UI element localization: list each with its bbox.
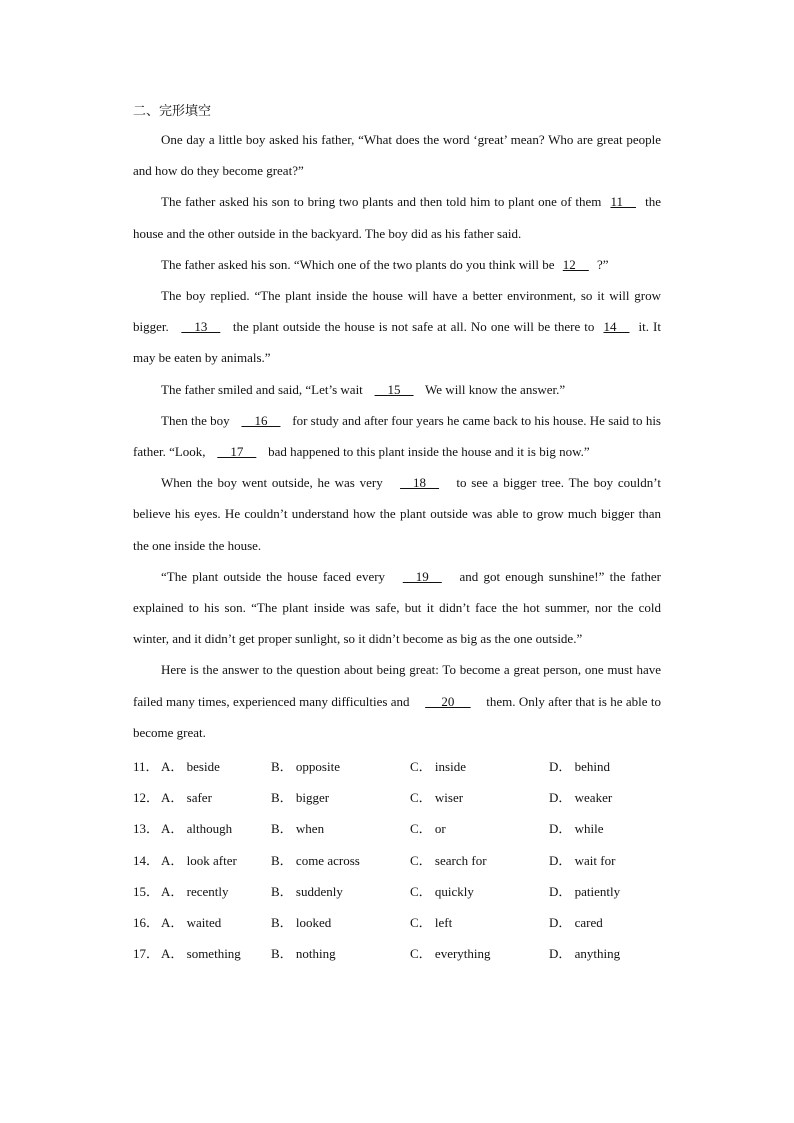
- paragraph-text: The father asked his son to bring two plants and then told him to plant one of them: [161, 194, 606, 210]
- paragraph-text: When the boy went outside, he was very: [161, 475, 388, 491]
- blank-11: 11: [610, 194, 637, 210]
- blank-12: 12: [562, 256, 589, 272]
- blank-19: 19: [402, 568, 442, 584]
- blank-15: 15: [374, 381, 414, 397]
- paragraph-8: [133, 561, 661, 655]
- option-c: C． everything: [410, 946, 491, 962]
- option-b: B． when: [271, 821, 325, 837]
- option-b: B． nothing: [271, 946, 336, 962]
- paragraph-9: [133, 654, 661, 748]
- option-d: D． cared: [549, 915, 603, 930]
- paragraph-1: One day a little boy asked his father, “What does the word ‘great’ mean? Who are great people and how do they become great?”: [133, 132, 661, 179]
- paragraph-text: “The plant outside the house faced every: [161, 568, 391, 584]
- paragraph-text: bad happened to this plant inside the house and it is big now.”: [264, 444, 590, 460]
- paragraph-text: the plant outside the house is not safe at all. No one will be there to: [228, 319, 599, 335]
- paragraph-text: Then the boy: [161, 412, 233, 428]
- paragraph-7: [133, 467, 661, 561]
- paragraph-text: it. It may be eaten by animals.”: [133, 319, 661, 366]
- blank-20: 20: [425, 693, 471, 709]
- question-row-17: [133, 938, 661, 969]
- option-b: B． bigger: [271, 790, 330, 806]
- option-c: C． or: [410, 821, 446, 837]
- option-d: D． weaker: [549, 790, 613, 806]
- option-d: D． wait for: [549, 852, 616, 868]
- cloze-section: [133, 100, 661, 969]
- paragraph-text: to see a bigger tree. The boy couldn’t believe his eyes. He couldn’t understand how the plant outside was able to grow much bigger than the one inside the house.: [133, 475, 661, 553]
- option-a: A． safer: [161, 790, 212, 806]
- option-c: C． quickly: [410, 883, 474, 899]
- question-row-14: [133, 845, 661, 876]
- paragraph-text: The father smiled and said, “Let’s wait: [161, 381, 367, 397]
- paragraph-text: for study and after four years he came back to his house. He said to his father. “Look,: [133, 412, 661, 460]
- paragraph-text: and got enough sunshine!” the father explained to his son. “The plant inside was safe, but it didn’t face the hot summer, nor the cold winter, and it didn’t get proper sunlight, so it didn’t become as big as the one outside.”: [133, 568, 661, 647]
- question-number: 15．: [133, 883, 160, 899]
- paragraph-text: The father asked his son. “Which one of the two plants do you think will be: [161, 256, 558, 272]
- paragraph-6: [133, 405, 661, 467]
- paragraph-text: the house and the other outside in the backyard. The boy did as his father said.: [133, 194, 661, 241]
- paragraph-text: them. Only after that is he able to become great.: [133, 693, 661, 740]
- paragraph-text: ?”: [593, 256, 609, 272]
- option-a: A． although: [161, 821, 233, 837]
- answer-options: [133, 751, 661, 969]
- question-number: 14．: [133, 852, 160, 868]
- question-number: 11．: [133, 759, 159, 775]
- option-c: C． wiser: [410, 790, 464, 806]
- option-d: D． while: [549, 821, 604, 837]
- paragraph-3: [133, 249, 661, 280]
- paragraph-text: We will know the answer.”: [422, 381, 566, 397]
- option-b: B． opposite: [271, 759, 340, 775]
- option-c: C． search for: [410, 852, 487, 868]
- question-row-11: [133, 751, 661, 782]
- option-d: D． behind: [549, 759, 611, 775]
- question-row-13: [133, 813, 661, 844]
- blank-16: 16: [241, 412, 281, 428]
- blank-18: 18: [400, 475, 440, 491]
- blank-17: 17: [217, 444, 257, 460]
- option-b: B． suddenly: [271, 883, 343, 899]
- question-row-16: [133, 907, 661, 938]
- option-d: D． anything: [549, 946, 621, 962]
- question-number: 12．: [133, 790, 160, 806]
- paragraph-text: Here is the answer to the question about being great: To become a great person, one must have failed many times, experienced many difficulties and: [133, 662, 661, 709]
- option-a: A． recently: [161, 883, 229, 899]
- option-a: A． beside: [161, 759, 220, 775]
- option-b: B． come across: [271, 852, 360, 868]
- paragraph-5: [133, 374, 661, 405]
- question-number: 16．: [133, 915, 160, 930]
- option-c: C． inside: [410, 759, 466, 775]
- question-number: 17．: [133, 946, 160, 962]
- option-a: A． look after: [161, 852, 237, 868]
- paragraph-text: The boy replied. “The plant inside the house will have a better environment, so it will grow bigger.: [133, 288, 661, 335]
- option-a: A． waited: [161, 915, 222, 930]
- paragraph-2: [133, 186, 661, 248]
- option-c: C． left: [410, 915, 453, 930]
- blank-13: 13: [181, 319, 221, 335]
- option-d: D． patiently: [549, 883, 621, 899]
- paragraph-4: [133, 280, 661, 374]
- blank-14: 14: [603, 319, 630, 335]
- question-row-15: [133, 876, 661, 907]
- question-row-12: [133, 782, 661, 813]
- option-b: B． looked: [271, 915, 332, 930]
- section-title: 二、完形填空: [133, 104, 212, 119]
- option-a: A． something: [161, 946, 241, 962]
- question-number: 13．: [133, 821, 160, 837]
